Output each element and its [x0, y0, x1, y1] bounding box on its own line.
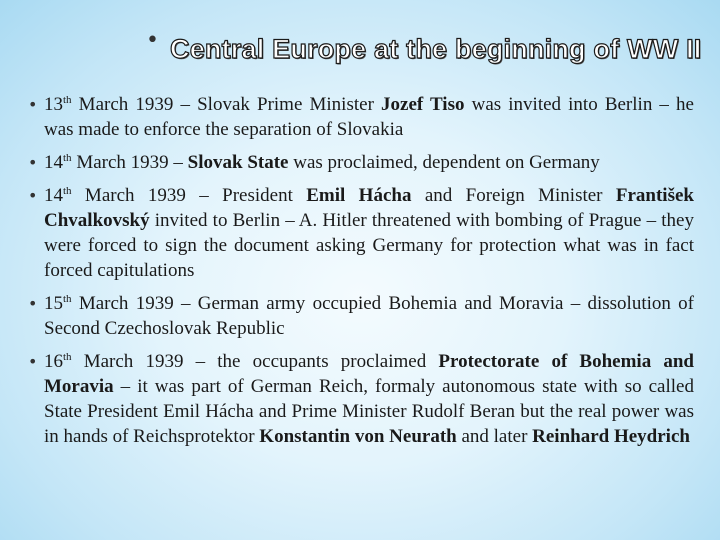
body-text: was invited into Berlin – he was made to enforce the separation of Slovakia	[44, 94, 694, 140]
item-body	[72, 152, 600, 173]
list-item	[28, 291, 694, 341]
bullet-icon: •	[28, 294, 38, 313]
body-text: March 1939 –	[71, 152, 188, 173]
body-text: March 1939 – the occupants proclaimed	[71, 351, 439, 372]
date-ordinal: th	[63, 152, 72, 164]
bullet-icon: •	[28, 352, 38, 371]
emphasized-text: Konstantin von Neurath	[259, 426, 457, 447]
emphasized-text: Reinhard Heydrich	[532, 426, 690, 447]
date-ordinal: th	[63, 94, 72, 106]
date-ordinal: th	[63, 185, 72, 197]
date-day: 13	[44, 94, 63, 115]
date-ordinal: th	[63, 351, 72, 363]
list-item	[28, 349, 694, 449]
bullet-icon: •	[28, 95, 38, 114]
emphasized-text: František Chvalkovský	[44, 185, 694, 231]
body-text: March 1939 – German army occupied Bohemia and Moravia – dissolution of Second Czechoslovak Republic	[44, 293, 694, 339]
bullet-icon: •	[28, 153, 38, 172]
date-ordinal: th	[63, 293, 72, 305]
item-body	[44, 94, 694, 140]
body-text: and Foreign Minister	[411, 185, 616, 206]
list-item	[28, 92, 694, 142]
item-body	[44, 185, 694, 281]
body-text: and later	[456, 426, 533, 447]
bullet-icon: •	[28, 186, 38, 205]
emphasized-text: Jozef Tiso	[381, 94, 465, 115]
body-text: – it was part of German Reich, formaly autonomous state with so called State President Emil Hácha and Prime Minister Rudolf Beran but the real power was in hands of Reichsprotektor	[44, 376, 694, 447]
slide-title: Central Europe at the beginning of WW II	[170, 34, 702, 64]
item-body	[44, 351, 694, 447]
emphasized-text: Protectorate of Bohemia and Moravia	[44, 351, 695, 397]
list-item	[28, 183, 694, 283]
date-day: 15	[44, 293, 63, 314]
body-text: March 1939 – Slovak Prime Minister	[71, 94, 382, 115]
item-body	[44, 293, 694, 339]
body-text: invited to Berlin – A. Hitler threatened with bombing of Prague – they were forced to sign the document asking Germany for protection what was in fact forced capitulations	[44, 210, 694, 281]
bullet-list	[28, 92, 694, 457]
list-item	[28, 150, 694, 175]
body-text: was proclaimed, dependent on Germany	[288, 152, 600, 173]
title-row	[0, 26, 720, 74]
bullet-icon: •	[146, 28, 159, 53]
body-text: March 1939 – President	[71, 185, 307, 206]
date-day: 16	[44, 351, 63, 372]
date-day: 14	[44, 152, 63, 173]
date-day: 14	[44, 185, 63, 206]
emphasized-text: Slovak State	[187, 152, 289, 173]
emphasized-text: Emil Hácha	[306, 185, 412, 206]
